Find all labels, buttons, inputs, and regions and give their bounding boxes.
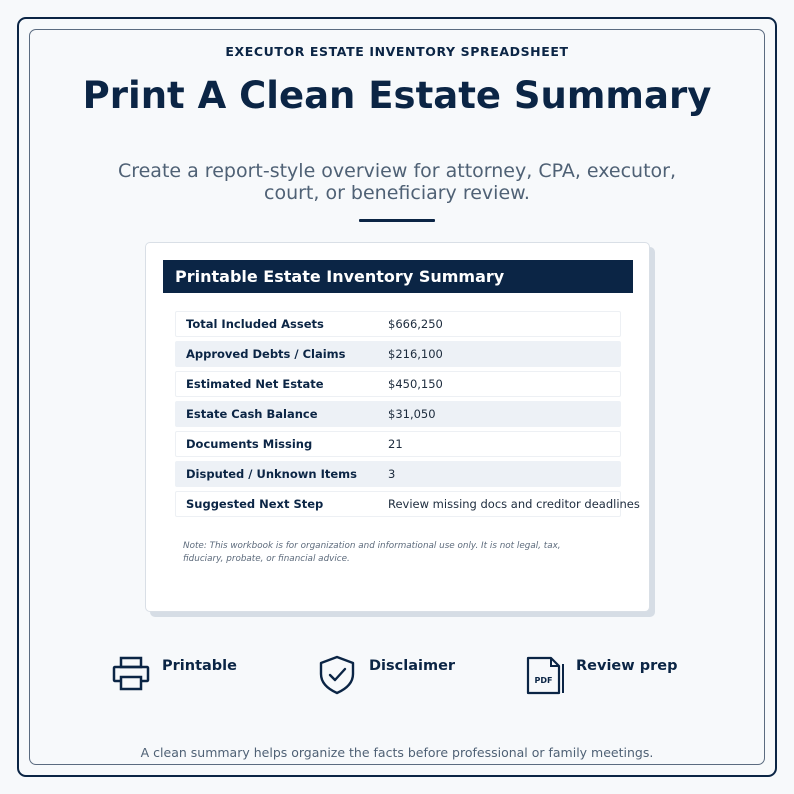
row-value: 3 bbox=[388, 467, 396, 481]
table-row bbox=[175, 401, 621, 427]
row-value: $450,150 bbox=[388, 377, 443, 391]
page-title: Print A Clean Estate Summary bbox=[82, 74, 712, 117]
row-value: $216,100 bbox=[388, 347, 443, 361]
table-row bbox=[175, 371, 621, 397]
pdf-icon-text: PDF bbox=[534, 676, 553, 685]
table-row bbox=[175, 341, 621, 367]
row-label: Estate Cash Balance bbox=[186, 407, 318, 421]
feature-label: Printable bbox=[162, 658, 237, 674]
summary-card bbox=[145, 242, 650, 612]
row-value: Review missing docs and creditor deadlines bbox=[388, 497, 640, 511]
feature-label: Disclaimer bbox=[369, 658, 456, 674]
row-label: Approved Debts / Claims bbox=[186, 347, 346, 361]
disclaimer-note: Note: This workbook is for organization and informational use only. It is not legal, tax, fiduciary, probate, or financial advice. bbox=[183, 541, 561, 564]
feature-disclaimer bbox=[318, 650, 468, 698]
pdf-document-icon bbox=[525, 655, 565, 695]
summary-card-title: Printable Estate Inventory Summary bbox=[163, 260, 633, 293]
row-label: Documents Missing bbox=[186, 437, 313, 451]
shield-check-icon bbox=[318, 655, 356, 695]
table-row bbox=[175, 461, 621, 487]
title-divider bbox=[359, 219, 435, 222]
row-label: Total Included Assets bbox=[186, 317, 324, 331]
row-value: 21 bbox=[388, 437, 403, 451]
feature-review-prep bbox=[525, 650, 685, 698]
page-subtitle: Create a report-style overview for attorney, CPA, executor, court, or beneficiary review. bbox=[117, 160, 677, 204]
footer-text: A clean summary helps organize the facts before professional or family meetings. bbox=[140, 745, 654, 760]
summary-table bbox=[175, 311, 640, 521]
row-label: Estimated Net Estate bbox=[186, 377, 324, 391]
printer-icon bbox=[112, 655, 150, 693]
row-label: Disputed / Unknown Items bbox=[186, 467, 357, 481]
row-value: $31,050 bbox=[388, 407, 436, 421]
feature-printable bbox=[112, 650, 252, 698]
eyebrow-label: EXECUTOR ESTATE INVENTORY SPREADSHEET bbox=[225, 44, 569, 59]
row-label: Suggested Next Step bbox=[186, 497, 324, 511]
table-row bbox=[175, 431, 621, 457]
table-row bbox=[175, 311, 621, 337]
row-value: $666,250 bbox=[388, 317, 443, 331]
feature-label: Review prep bbox=[576, 658, 678, 674]
table-row bbox=[175, 491, 640, 517]
